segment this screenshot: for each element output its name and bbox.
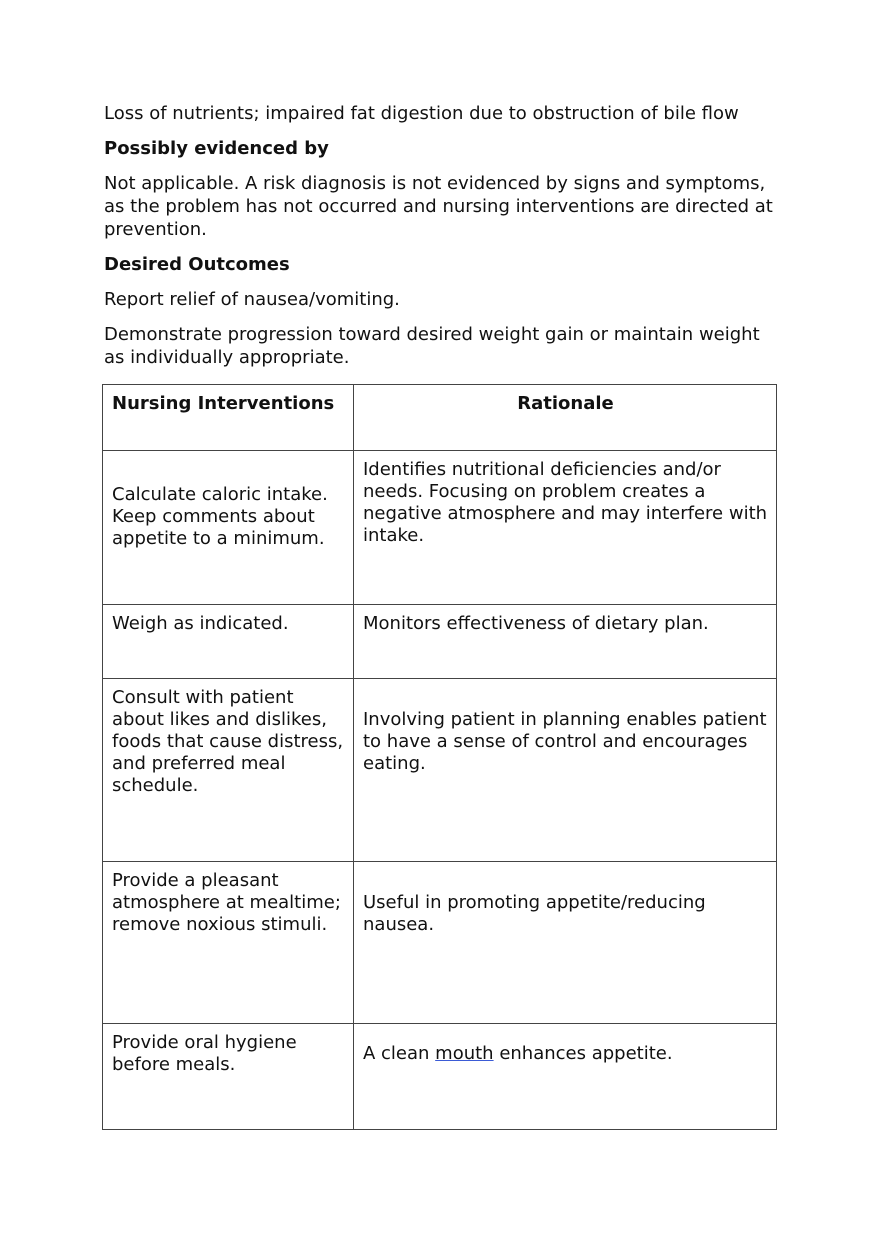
- table-row: [103, 1024, 777, 1130]
- rationale-text-end: enhances appetite.: [493, 1043, 673, 1064]
- table-row: [103, 679, 777, 862]
- rationale-text-start: A clean: [363, 1043, 436, 1064]
- intro-text: Loss of nutrients; impaired fat digestion due to obstruction of bile flow: [104, 103, 739, 124]
- header-rationale: Rationale: [354, 385, 777, 451]
- intervention-cell: Provide a pleasant atmosphere at mealtime; remove noxious stimuli.: [103, 862, 354, 1024]
- outcome-2: Demonstrate progression toward desired weight gain or maintain weight as individually appropriate.: [104, 324, 760, 368]
- intervention-cell: Weigh as indicated.: [103, 605, 354, 679]
- intervention-cell: Provide oral hygiene before meals.: [103, 1024, 354, 1130]
- rationale-cell: Monitors effectiveness of dietary plan.: [354, 605, 777, 679]
- interventions-table: [102, 384, 777, 1130]
- rationale-cell: Identifies nutritional deficiencies and/or needs. Focusing on problem creates a negative atmosphere and may interfere with intake.: [354, 451, 777, 605]
- evidence-heading: Possibly evidenced by: [104, 138, 329, 159]
- table-header-row: [103, 385, 777, 451]
- rationale-cell: Involving patient in planning enables patient to have a sense of control and encourages eating.: [354, 679, 777, 862]
- header-interventions: Nursing Interventions: [103, 385, 354, 451]
- spellcheck-word: mouth: [435, 1043, 494, 1064]
- evidence-text: Not applicable. A risk diagnosis is not evidenced by signs and symptoms, as the problem has not occurred and nursing interventions are directed at prevention.: [104, 173, 773, 240]
- intervention-cell: Consult with patient about likes and dislikes, foods that cause distress, and preferred meal schedule.: [103, 679, 354, 862]
- rationale-cell: [354, 1024, 777, 1130]
- table-row: [103, 451, 777, 605]
- rationale-cell: Useful in promoting appetite/reducing nausea.: [354, 862, 777, 1024]
- document-body: [104, 102, 784, 381]
- table-row: [103, 862, 777, 1024]
- intervention-cell: Calculate caloric intake. Keep comments about appetite to a minimum.: [103, 451, 354, 605]
- outcome-1: Report relief of nausea/vomiting.: [104, 289, 400, 310]
- outcomes-heading: Desired Outcomes: [104, 254, 290, 275]
- table-row: [103, 605, 777, 679]
